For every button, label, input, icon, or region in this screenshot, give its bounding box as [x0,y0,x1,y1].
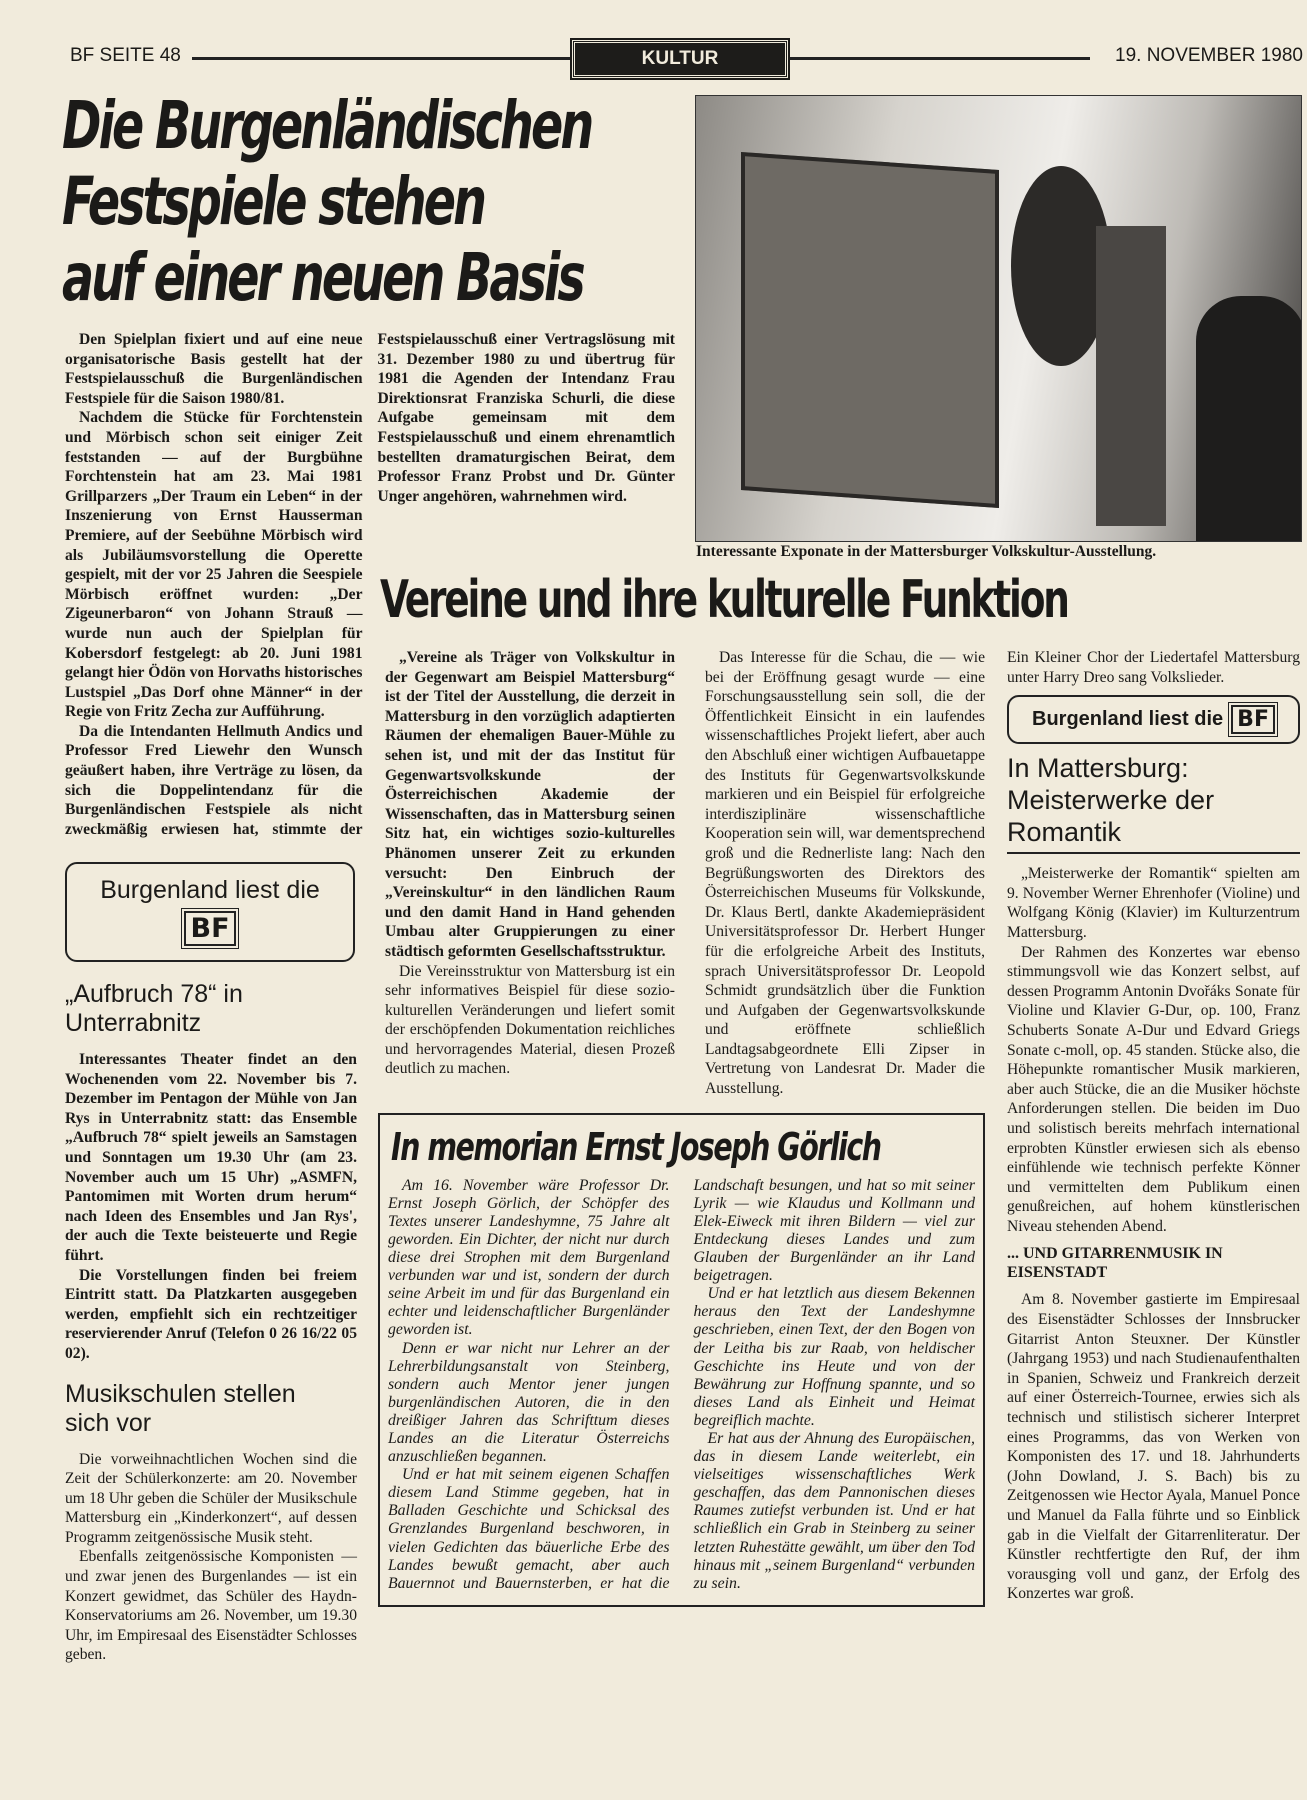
body-paragraph: Der Rahmen des Konzertes war ebenso stimmungsvoll wie das Konzert selbst, auf dessen Programm Antonin Dvořáks Sonate für Violine und Klavier G-Dur, op. 100, Franz Schuberts Sonate A-Dur und Edvard Griegs Sonate c-moll, op. 45 standen. Stücke also, die Höhepunkte romantischer Musik markieren, aber auch Stücke, die an die Musiker höchste Anforderungen stellen. Die beiden im Duo und solistisch bereits mehrfach international erprobten Künstler erwiesen sich als ebenso einfühlende wie technisch perfekte Könner und vermittelten dem Publikum einen genußreichen, auf hohem künstlerischen Niveau stehenden Abend. [1007,943,1300,1235]
body-paragraph: Ebenfalls zeitgenössische Komponisten — und zwar jenen des Burgenlandes — ist ein Konzert gewidmet, das Schüler des Haydn-Konservatoriums am 26. November, um 19.30 Uhr, im Empiresaal des Eisenstädter Schlosses geben. [65,1548,357,1664]
headline-line: Festspiele stehen [62,163,485,240]
body-paragraph: Da die Intendanten Hellmuth Andics und Professor Fred Liewehr den Wunsch geäußert haben, ihre Verträge zu lösen, da sich die Doppelintendanz für die Burgenländischen Festspiele als nicht zweckmäßig erwiesen hat, stimmte der Festspielausschuß einer Vertragslösung mit 31. Dezember 1980 zu und übertrug für 1981 die Agenden der Intendanz Frau Direktionsrat Franziska Schurli, die diese Aufgabe gemeinsam mit dem Festspielausschuß und einem ehrenamtlich bestellten dramaturgischen Beirat, dem Professor Franz Probst und Dr. Günter Unger angehören, wahrnehmen wird. [65,331,675,838]
lead-paragraph: „Vereine als Träger von Volkskultur in der Gegenwart am Beispiel Mattersburg“ ist der Titel der Ausstellung, die derzeit in Mattersburg in den vorzüglich adaptierten Räumen der ehemaligen Bauer-Mühle zu sehen ist, und mit der das Institut für Gegenwartsvolkskunde der Österreichischen Akademie der Wissenschaften, das in Mattersburg seinen Sitz hat, ein wichtiges sozio-kulturelles Phänomen unserer Zeit zu erkunden versucht: Den Einbruch der „Vereinskultur“ in den ländlichen Raum und den damit Hand in Hand gehenden Umbau alter Gruppierungen zu einer städtisch geformten Gesellschaftsstruktur. [385,649,675,960]
bf-logo: BF [184,911,235,946]
main-headline [62,88,591,316]
body-paragraph: Das Interesse für die Schau, die — wie bei der Eröffnung gesagt wurde — eine Forschungsausstellung sein soll, die der Öffentlichkeit Einsicht in ein laufendes wissenschaftliches Projekt liefert, aber auch den Abschluß einer wichtigen Aufbauetappe des Instituts für Gegenwartsvolkskunde markieren und ein Beispiel für erfolgreiche interdisziplinäre wissenschaftliche Kooperation sein will, war dementsprechend groß und die Rednerliste lang: Nach den Begrüßungsworten des Direktors des Österreichischen Museums für Volkskunde, Dr. Klaus Bertl, dankte Akademiepräsident Universitätsprofessor Dr. Herbert Hunger für die erfolgreiche Arbeit des Instituts, sprach Universitätsprofessor Dr. Leopold Schmidt grundsätzlich über die Funktion und Aufgaben der Gegenwartsvolkskunde und eröffnete schließlich Landtagsabgeordnete Elli Zipser in Vertretung von Landesrat Dr. Mader die Ausstellung. [705,649,985,1098]
framed-painting [741,152,999,508]
promo-text: Burgenland liest die [100,876,320,904]
gitarre-heading: ... UND GITARRENMUSIK IN EISENSTADT [1007,1245,1223,1282]
header-rule-left [192,57,570,60]
left-column-stack [65,862,357,1665]
body-paragraph: Er hat aus der Ahnung des Europäischen, das in diesem Lande weiterlebt, ein vielseitiges wissenschaftliches Werk geschaffen, das dem Pannonischen dieses Raumes zutiefst verbunden ist. Und er hat schließlich ein Grab in Steinberg zu seiner letzten Ruhestätte gewählt, um über den Tod hinaus mit „seinem Burgenland“ verbunden zu sein. [693,1429,975,1592]
aufbruch-heading: „Aufbruch 78“ in Unterrabnitz [65,980,243,1037]
body-paragraph: Die Vorstellungen finden bei freiem Eintritt statt. Da Platzkarten ausgegeben werden, empfiehlt sich ein rechtzeitiger reservierender Anruf (Telefon 0 26 16/22 05 02). [65,1266,357,1362]
body-paragraph: Am 8. November gastierte im Empiresaal des Eisenstädter Schlosses der Innsbrucker Gitarrist Anton Steuxner. Der Künstler (Jahrgang 1953) und nach Studienaufenthalten in Spanien, Schweiz und Frankreich derzeit auf einer Österreich-Tournee, erwies sich als technisch und stilistisch sicherer Interpret eines Programms, das von Werken von Komponisten des 17. und 18. Jahrhunderts (John Dowland, J. S. Bach) bis zu Zeitgenossen wie Hector Ayala, Manuel Ponce und Manuel da Falla führte und so Einblick gab in die Vielfalt der Gitarrenliteratur. Der Künstler rechtfertigte den Ruf, der ihm vorausging voll und ganz, der Erfolg des Konzertes war groß. [1007,1291,1300,1603]
vereine-col3 [1007,648,1300,687]
right-column-stack [1007,648,1300,1604]
vereine-col1 [385,648,675,1079]
body-paragraph: Und er hat letztlich aus diesem Bekennen heraus den Text der Landeshymne geschrieben, einen Text, der den Bogen von der Leitha bis zur Raab, von heldischer Geschichte ins Heute und von der Bewährung zur Hoffnung spannte, und so dieses Land als Einheit und Heimat begreiflich machte. [693,1285,975,1429]
exhibition-photo [695,95,1302,542]
headline-line: Die Burgenländischen [62,87,592,164]
gitarre-body [1007,1290,1300,1604]
lead-paragraph: Den Spielplan fixiert und auf eine neue organisatorische Basis gestellt hat der Festspielausschuß die Burgenländischen Festspiele für die Saison 1980/81. [65,331,363,407]
visitor-figure [1196,296,1302,542]
musikschulen-body [65,1450,357,1666]
romantik-heading: In Mattersburg: Meisterwerke der Romantik [1007,752,1300,854]
page-number: BF SEITE 48 [70,45,181,66]
door-frame [1096,226,1166,526]
vereine-headline: Vereine und ihre kulturelle Funktion [380,570,1068,630]
promo-text: Burgenland liest die [1032,708,1224,731]
aufbruch-body [65,1050,357,1364]
memorial-headline: In memorian Ernst Joseph Görlich [391,1124,881,1169]
body-paragraph: „Meisterwerke der Romantik“ spielten am 9. November Werner Ehrenhofer (Violine) und Wolfgang König (Klavier) im Kulturzentrum Mattersburg. [1007,865,1300,941]
vereine-col2 [705,648,985,1099]
body-paragraph: Denn er war nicht nur Lehrer an der Lehrerbildungsanstalt von Steinberg, sondern auch Mentor jener jungen burgenländischen Autoren, die in den dreißiger Jahren das Schrifttum dieses Landes an die Literatur Österreichs anzuschließen begannen. [388,1339,670,1466]
body-paragraph: Am 16. November wäre Professor Dr. Ernst Joseph Görlich, der Schöpfer des Textes unserer Landeshymne, 75 Jahre alt geworden. Ein Dichter, der nicht nur durch diese drei Strophen mit dem Burgenland verbunden war und ist, sondern der durch seine Arbeit im und für das Burgenland ein echter und leidenschaftlicher Burgenländer geworden ist. [388,1176,670,1339]
section-label: KULTUR [572,40,788,78]
middle-stack [378,648,990,1607]
romantik-body [1007,864,1300,1236]
issue-date: 19. NOVEMBER 1980 [1115,45,1303,66]
body-paragraph: Die vorweihnachtlichen Wochen sind die Zeit der Schülerkonzerte: am 20. November um 18 Uhr geben die Schüler der Musikschule Mattersburg ein „Kinderkonzert“, auf dessen Programm zeitgenössische Musik steht. [65,1450,357,1546]
memorial-box [378,1113,985,1607]
promo-box-small [1007,695,1300,744]
vereine-columns [378,648,990,1099]
memorial-body [388,1177,975,1593]
headline-line: auf einer neuen Basis [62,239,583,316]
photo-caption: Interessante Exponate in der Mattersburger Volkskultur-Ausstellung. [696,543,1157,560]
promo-box [65,862,355,962]
body-paragraph: Und er hat mit seinem eigenen Schaffen diesem Land Stimme gegeben, hat in Balladen Geschichte und Schicksal des Grenzlandes Burgenland beschworen, in vielen Gedichten das bäuerliche Erbe des Landes bewußt gemacht, aber auch Bauernnot und Bauernsterben, er hat die Landschaft besungen, und hat so mit seiner Lyrik — wie Klaudus und Kollmann und Elek-Eiweck mit ihren Bildern — viel zur Entdeckung dieses Landes und zum Glauben der Burgenländer an ihr Land beigetragen. [388,1176,975,1592]
body-paragraph: Nachdem die Stücke für Forchtenstein und Mörbisch schon seit einiger Zeit feststanden — auf der Burgbühne Forchtenstein hat am 23. Mai 1981 Grillparzers „Der Traum ein Leben“ in der Inszenierung von Ernst Hausserman Premiere, auf der Seebühne Mörbisch wird als Jubiläumsvorstellung die Operette gespielt, mit der vor 25 Jahren die Seespiele Mörbisch eröffnet wurden: „Der Zigeunerbaron“ von Johann Strauß — wurde nun auch der Spielplan für Kobersdorf festgelegt: ab 20. Juni 1981 gelangt hier Ödön von Horvaths historisches Lustspiel „Das Dorf ohne Männer“ in der Regie von Fritz Zecha zur Aufführung. [65,409,363,721]
musikschulen-heading: Musikschulen stellen sich vor [65,1379,296,1437]
body-paragraph: Die Vereinsstruktur von Mattersburg ist ein sehr informatives Beispiel für diese sozio-kulturellen Veränderungen und liefert somit der erschöpfenden Dokumentation reichliches und hervorragendes Material, diesen Prozeß deutlich zu machen. [385,962,675,1078]
body-paragraph: Ein Kleiner Chor der Liedertafel Mattersburg unter Harry Dreo sang Volkslieder. [1007,649,1300,686]
body-paragraph: Interessantes Theater findet an den Wochenenden vom 22. November bis 7. Dezember im Pentagon der Mühle von Jan Rys in Unterrabnitz statt: das Ensemble „Aufbruch 78“ spielt jeweils an Samstagen und Sonntagen um 19.30 Uhr (am 23. November auch um 15 Uhr) „ASMFN, Pantomimen mit Worten drum herum“ nach Ideen des Ensembles und Jan Rys', der auch die Texte beisteuerte und Regie führt. [65,1051,357,1264]
bf-logo: BF [1231,705,1275,734]
header-rule-right [790,57,1090,60]
